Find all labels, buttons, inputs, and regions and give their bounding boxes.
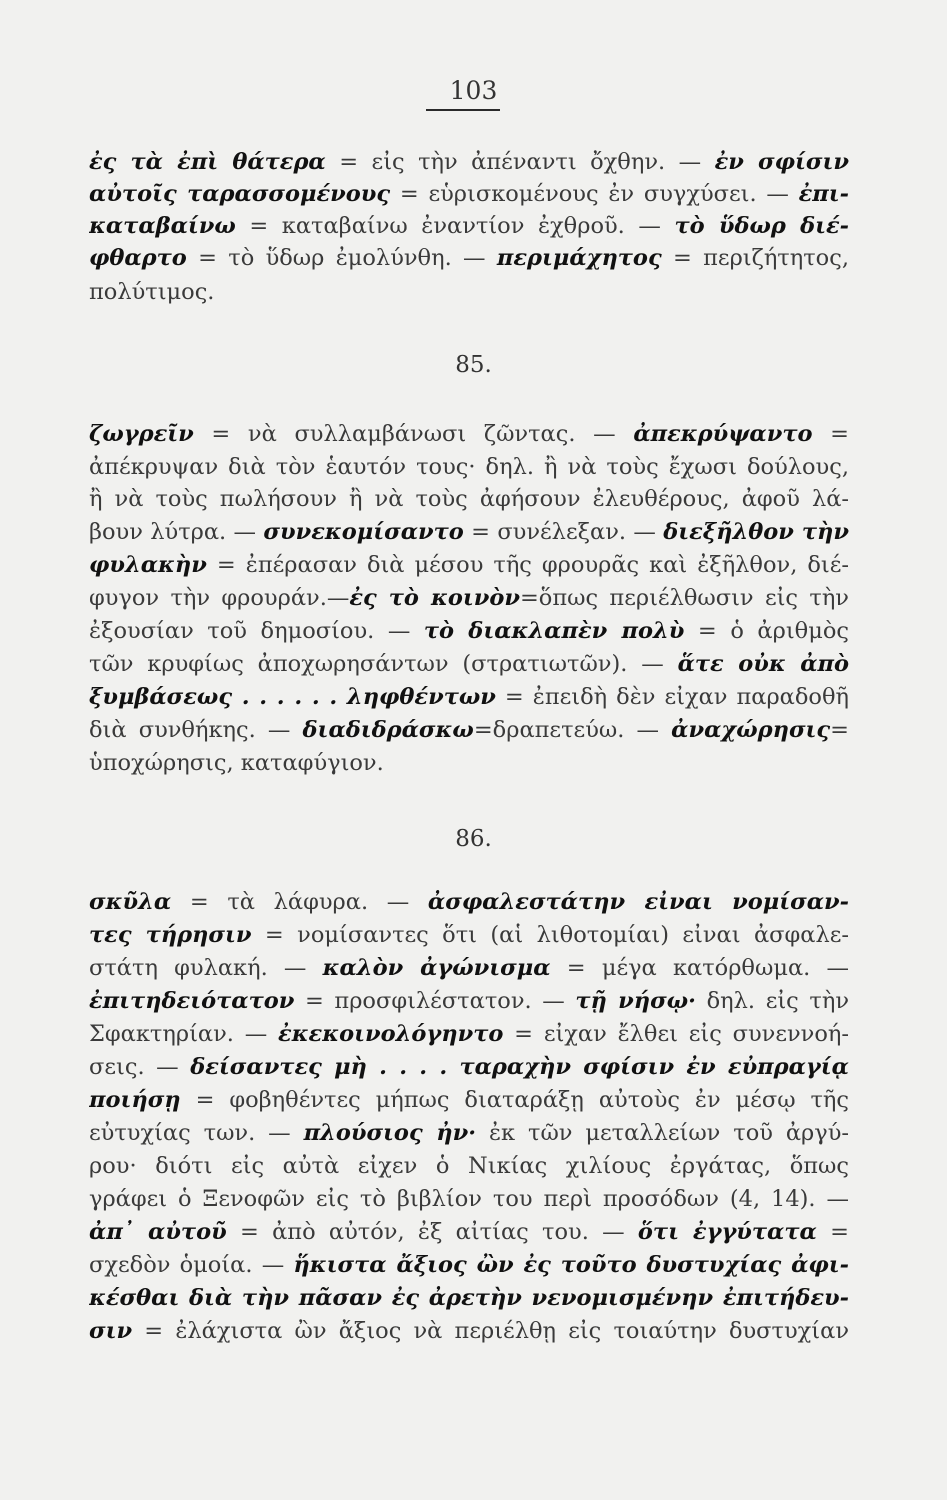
gloss-text: = περιζήτητος, bbox=[661, 246, 849, 271]
gloss-text: ρου· διότι εἰς αὐτὰ εἶχεν ὁ Νικίας χιλίους ἐργάτας, ὅπως bbox=[89, 1154, 849, 1179]
text-line bbox=[89, 1220, 849, 1245]
gloss-text: = εὑρισκομένους ἐν συγχύσει. — bbox=[390, 182, 799, 207]
gloss-text: Σφακτηρίαν. — bbox=[89, 1022, 279, 1047]
gloss-text: ὑποχώρησις, καταφύγιον. bbox=[89, 751, 384, 776]
gloss-text: βουν λύτρα. — bbox=[89, 520, 264, 545]
lemma-term: τὸ διακλαπὲν πολὺ bbox=[423, 619, 685, 644]
gloss-text: ἐξουσίαν τοῦ δημοσίου. — bbox=[89, 619, 424, 644]
lemma-term: καλὸν ἀγώνισμα bbox=[322, 956, 551, 981]
page-number-rule bbox=[426, 109, 500, 111]
text-line bbox=[89, 718, 849, 743]
lemma-term: ἐς τὰ ἐπὶ θάτερα bbox=[89, 150, 326, 175]
text-line bbox=[89, 1253, 849, 1278]
text-line bbox=[89, 586, 849, 611]
lemma-term: φθαρτο bbox=[89, 246, 187, 271]
lemma-term: δείσαντες μὴ . . . . ταραχὴν σφίσιν ἐν εὐπραγίᾳ bbox=[190, 1055, 849, 1080]
text-line bbox=[89, 422, 849, 447]
gloss-text: τῶν κρυφίως ἀποχωρησάντων (στρατιωτῶν). — bbox=[89, 652, 678, 677]
text-line bbox=[89, 214, 849, 239]
text-line bbox=[89, 553, 849, 578]
gloss-text: ἐκ τῶν μεταλλείων τοῦ ἀργύ- bbox=[476, 1121, 849, 1146]
text-line bbox=[89, 487, 849, 512]
lemma-term: ἀσφαλεστάτην εἶναι νομίσαν- bbox=[427, 890, 849, 915]
text-line bbox=[89, 685, 849, 710]
lemma-term: τὸ ὕδωρ διέ- bbox=[674, 214, 849, 239]
lemma-term: ἀναχώρησις bbox=[671, 718, 831, 743]
lemma-term: διεξῆλθον τὴν bbox=[663, 520, 849, 545]
gloss-text: =δραπετεύω. — bbox=[473, 718, 672, 743]
lemma-term: ἐπι- bbox=[798, 182, 849, 207]
text-line bbox=[89, 520, 849, 545]
text-line bbox=[89, 956, 849, 981]
gloss-text: ἢ νὰ τοὺς πωλήσουν ἢ νὰ τοὺς ἀφήσουν ἐλευθέρους, ἀφοῦ λά- bbox=[89, 487, 849, 512]
lemma-term: ἐπιτηδειότατον bbox=[89, 989, 295, 1014]
lemma-term: ἀπεκρύψαντο bbox=[633, 422, 813, 447]
text-line bbox=[89, 182, 849, 207]
gloss-text: = προσφιλέστατον. — bbox=[294, 989, 576, 1014]
text-line bbox=[89, 890, 849, 915]
gloss-text: = εἶχαν ἔλθει εἰς συνεννοή- bbox=[503, 1022, 849, 1047]
gloss-text: = bbox=[812, 422, 849, 447]
gloss-text: δηλ. εἰς τὴν bbox=[696, 989, 849, 1014]
text-line bbox=[89, 1187, 849, 1212]
gloss-text: = συνέλεξαν. — bbox=[463, 520, 664, 545]
gloss-text: = εἰς τὴν ἀπέναντι ὄχθην. — bbox=[325, 150, 715, 175]
gloss-text: = νομίσαντες ὅτι (αἱ λιθοτομίαι) εἶναι ἀσφαλε- bbox=[251, 923, 849, 948]
gloss-text: = μέγα κατόρθωμα. — bbox=[550, 956, 849, 981]
gloss-text: = ἐπειδὴ δὲν εἶχαν παραδοθῆ bbox=[495, 685, 849, 710]
gloss-text: = ἐλάχιστα ὢν ἄξιος νὰ περιέλθῃ εἰς τοιαύτην δυστυχίαν bbox=[132, 1319, 849, 1344]
lemma-term: αὐτοῖς ταρασσομένους bbox=[89, 182, 391, 207]
text-line bbox=[89, 619, 849, 644]
lemma-term: σκῦλα bbox=[89, 890, 172, 915]
gloss-text: =ὅπως περιέλθωσιν εἰς τὴν bbox=[519, 586, 849, 611]
text-line bbox=[89, 652, 849, 677]
text-line bbox=[89, 1088, 849, 1113]
gloss-text: = ὁ ἀριθμὸς bbox=[684, 619, 849, 644]
gloss-text: ἀπέκρυψαν διὰ τὸν ἑαυτόν τους· δηλ. ἢ νὰ τοὺς ἔχωσι δούλους, bbox=[89, 455, 849, 480]
text-line bbox=[89, 280, 849, 305]
gloss-text: πολύτιμος. bbox=[89, 280, 215, 305]
gloss-text: γράφει ὁ Ξενοφῶν εἰς τὸ βιβλίον του περὶ προσόδων (4, 14). — bbox=[89, 1187, 849, 1212]
gloss-text: φυγον τὴν φρουράν.— bbox=[89, 586, 350, 611]
lemma-term: τῇ νήσῳ· bbox=[575, 989, 697, 1014]
lemma-term: ἀπ᾿ αὐτοῦ bbox=[89, 1220, 227, 1245]
lemma-term: ἐς τὸ κοινὸν bbox=[349, 586, 520, 611]
lemma-term: σιν bbox=[89, 1319, 133, 1344]
lemma-term: ὅτι ἐγγύτατα bbox=[637, 1220, 817, 1245]
gloss-text: = τὰ λάφυρα. — bbox=[171, 890, 428, 915]
gloss-text: = φοβηθέντες μήπως διαταράξῃ αὐτοὺς ἐν μέσῳ τῆς bbox=[180, 1088, 849, 1113]
lemma-term: ξυμβάσεως . . . . . . ληφθέντων bbox=[89, 685, 496, 710]
lemma-term: καταβαίνω bbox=[89, 214, 236, 239]
text-line bbox=[89, 923, 849, 948]
text-line bbox=[89, 246, 849, 271]
text-line bbox=[89, 455, 849, 480]
lemma-term: πλούσιος ἦν· bbox=[303, 1121, 477, 1146]
text-line bbox=[89, 1055, 849, 1080]
text-line bbox=[89, 989, 849, 1014]
gloss-text: = bbox=[830, 718, 849, 743]
text-line bbox=[89, 751, 849, 776]
lemma-term: διαδιδράσκω bbox=[302, 718, 474, 743]
lemma-term: ἥκιστα ἄξιος ὢν ἐς τοῦτο δυστυχίας ἀφι- bbox=[293, 1253, 849, 1278]
lemma-term: κέσθαι διὰ τὴν πᾶσαν ἐς ἀρετὴν νενομισμένην ἐπιτήδευ- bbox=[89, 1286, 849, 1311]
text-line bbox=[89, 1319, 849, 1344]
lemma-term: περιμάχητος bbox=[496, 246, 662, 271]
gloss-text: = bbox=[816, 1220, 849, 1245]
gloss-text: σχεδὸν ὁμοία. — bbox=[89, 1253, 294, 1278]
section-number: 86. bbox=[455, 826, 492, 852]
text-line bbox=[89, 1154, 849, 1179]
lemma-term: ἐκεκοινολόγηντο bbox=[278, 1022, 504, 1047]
lemma-term: ἅτε οὐκ ἀπὸ bbox=[677, 652, 849, 677]
section-number: 85. bbox=[455, 352, 492, 378]
lemma-term: συνεκομίσαντο bbox=[263, 520, 464, 545]
gloss-text: σεις. — bbox=[89, 1055, 191, 1080]
lemma-term: φυλακὴν bbox=[89, 553, 207, 578]
gloss-text: = τὸ ὕδωρ ἐμολύνθη. — bbox=[186, 246, 497, 271]
lemma-term: τες τήρησιν bbox=[89, 923, 252, 948]
text-line bbox=[89, 1022, 849, 1047]
gloss-text: διὰ συνθήκης. — bbox=[89, 718, 303, 743]
gloss-text: στάτη φυλακή. — bbox=[89, 956, 323, 981]
lemma-term: ζωγρεῖν bbox=[89, 422, 194, 447]
lemma-term: ποιήσῃ bbox=[89, 1088, 181, 1113]
text-line bbox=[89, 1286, 849, 1311]
lemma-term: ἐν σφίσιν bbox=[714, 150, 849, 175]
gloss-text: = καταβαίνω ἐναντίον ἐχθροῦ. — bbox=[235, 214, 675, 239]
gloss-text: = ἐπέρασαν διὰ μέσου τῆς φρουρᾶς καὶ ἐξῆλθον, διέ- bbox=[206, 553, 849, 578]
text-line bbox=[89, 150, 849, 175]
page-number: 103 bbox=[449, 76, 498, 105]
text-line bbox=[89, 1121, 849, 1146]
gloss-text: εὐτυχίας των. — bbox=[89, 1121, 304, 1146]
gloss-text: = νὰ συλλαμβάνωσι ζῶντας. — bbox=[193, 422, 634, 447]
gloss-text: = ἀπὸ αὐτόν, ἐξ αἰτίας του. — bbox=[226, 1220, 638, 1245]
